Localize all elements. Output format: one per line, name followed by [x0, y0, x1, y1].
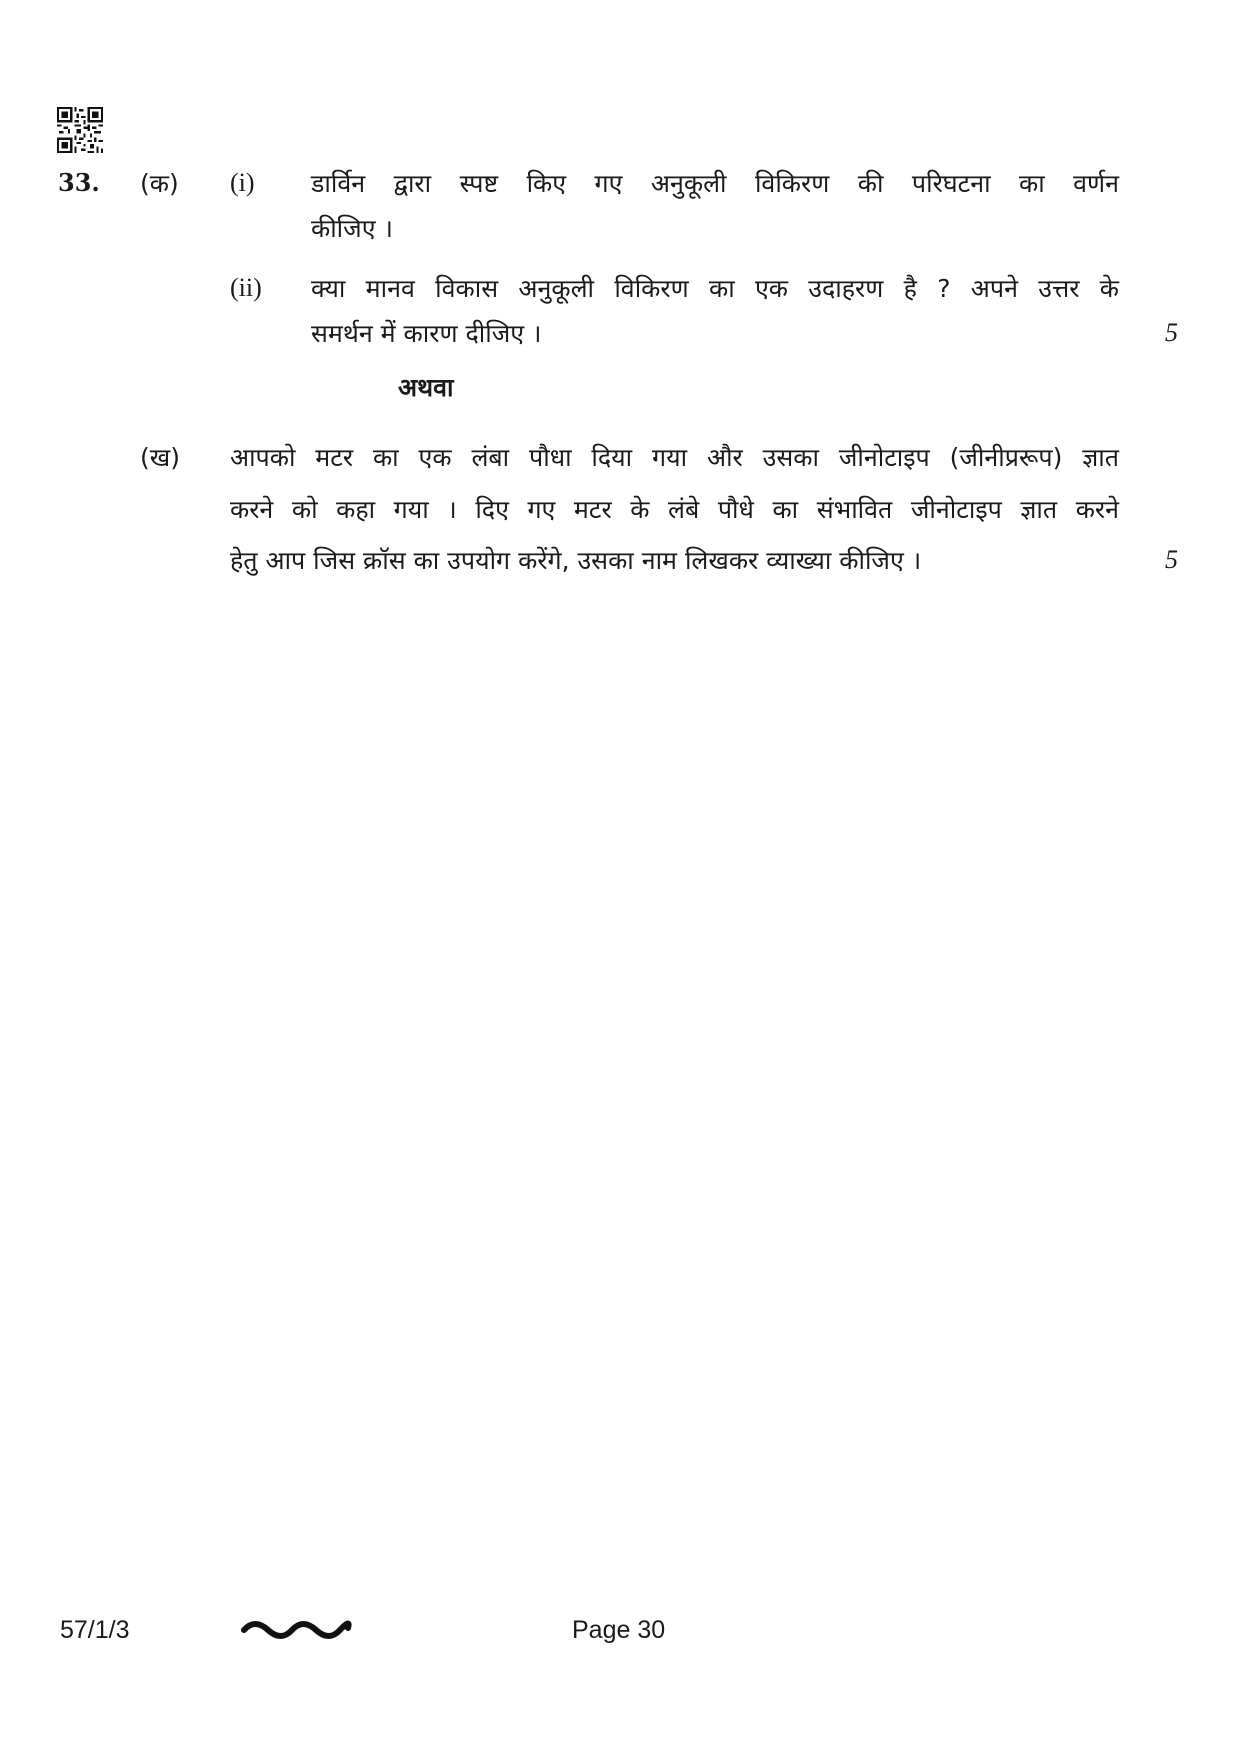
- tilde-ornament-icon: [240, 1614, 352, 1640]
- or-separator: अथवा: [398, 373, 454, 402]
- qr-code-icon: [57, 107, 103, 153]
- sub-ii-label: (ii): [230, 273, 262, 302]
- sub-ii-line-2: समर्थन में कारण दीजिए ।: [311, 319, 542, 348]
- part-b-line-2: करने को कहा गया । दिए गए मटर के लंबे पौधे का संभावित जीनोटाइप ज्ञात करने: [230, 495, 1119, 524]
- part-b-line-3: हेतु आप जिस क्रॉस का उपयोग करेंगे, उसका नाम लिखकर व्याख्या कीजिए ।: [230, 546, 922, 575]
- sub-i-line-1: डार्विन द्वारा स्पष्ट किए गए अनुकूली विकिरण की परिघटना का वर्णन: [311, 169, 1119, 198]
- sub-ii-line-1: क्या मानव विकास अनुकूली विकिरण का एक उदाहरण है ? अपने उत्तर के: [311, 274, 1119, 303]
- sub-i-label: (i): [230, 168, 255, 197]
- part-b-line-1: आपको मटर का एक लंबा पौधा दिया गया और उसका जीनोटाइप (जीनीप्ररूप) ज्ञात: [230, 443, 1119, 472]
- part-b-label: (ख): [140, 443, 180, 472]
- page-number: Page 30: [572, 1616, 666, 1644]
- question-number: 33.: [58, 168, 100, 197]
- sub-i-line-2: कीजिए ।: [311, 214, 393, 243]
- paper-code: 57/1/3: [60, 1616, 130, 1644]
- part-a-label: (क): [140, 169, 179, 198]
- sub-ii-marks: 5: [1165, 318, 1178, 347]
- part-b-marks: 5: [1165, 545, 1178, 574]
